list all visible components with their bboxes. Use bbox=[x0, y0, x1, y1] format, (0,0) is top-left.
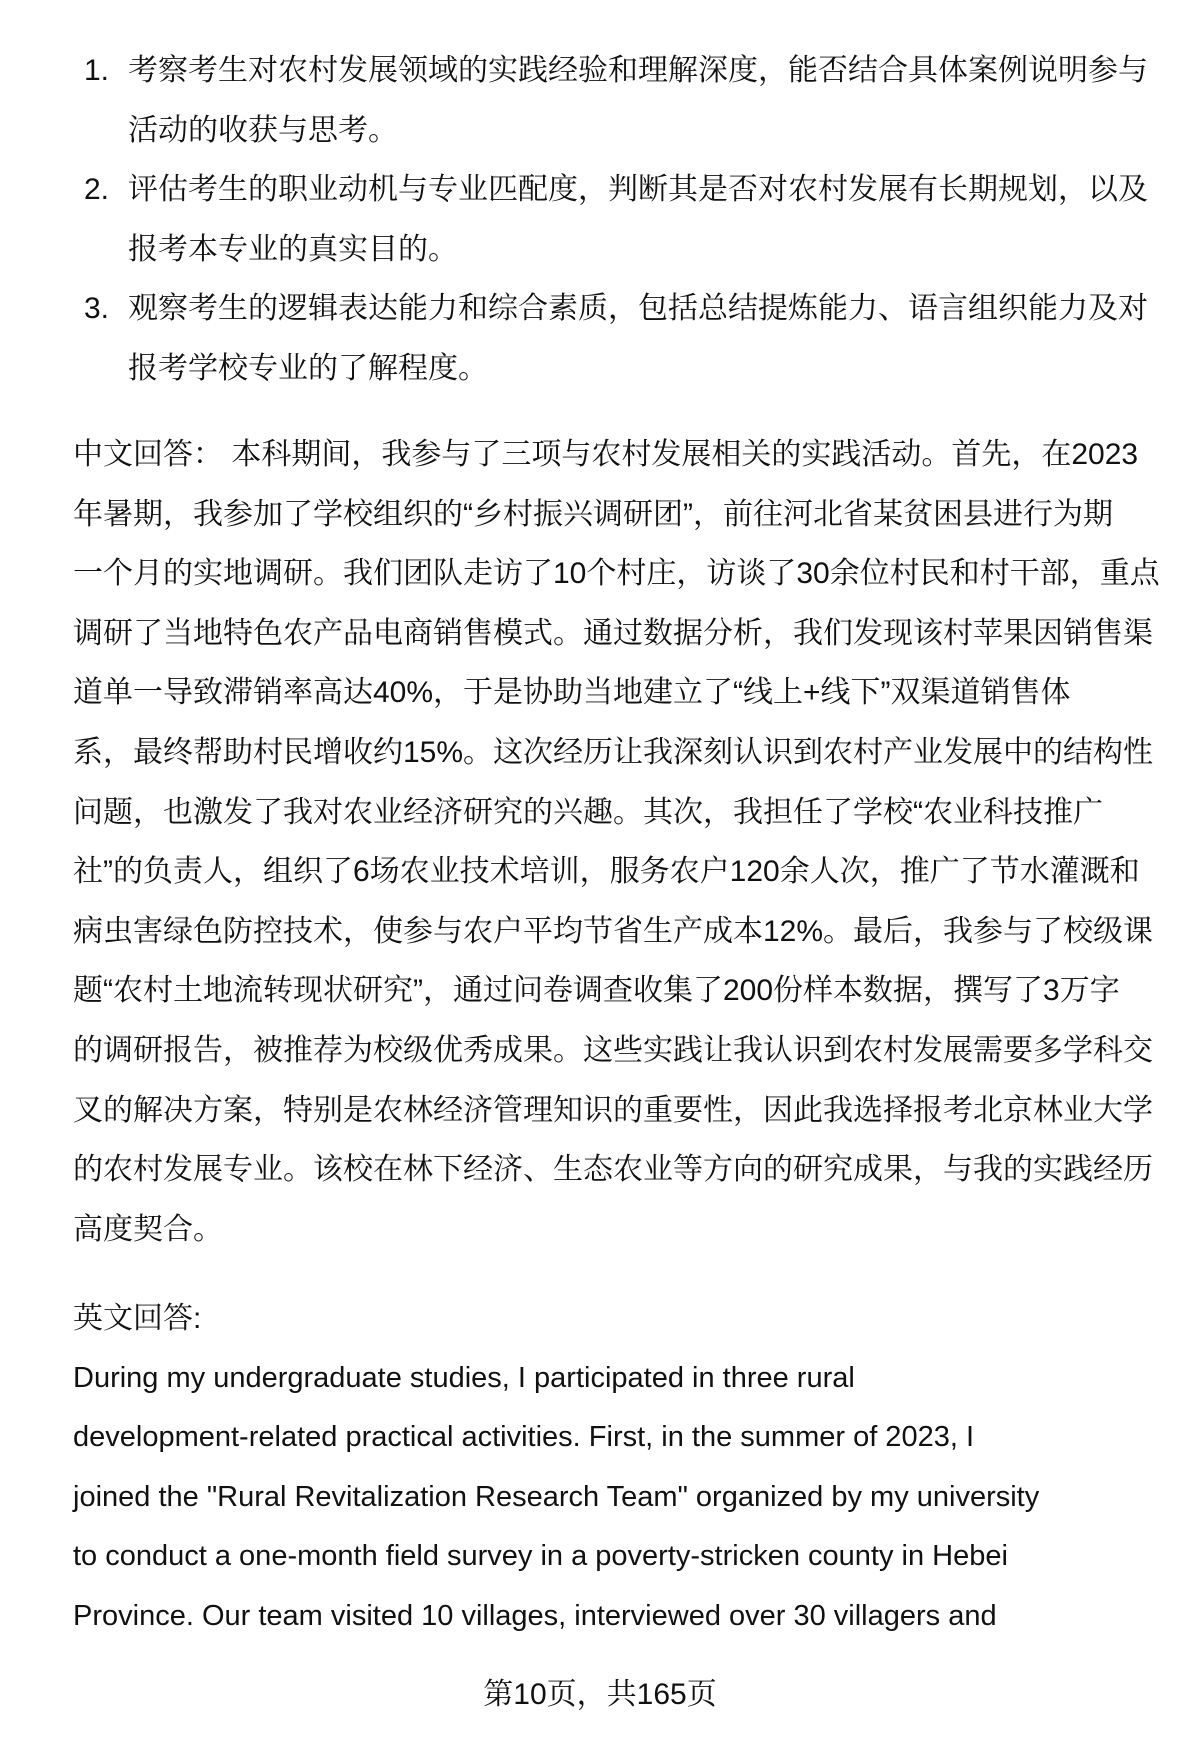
paragraph-line: 的农村发展专业。该校在林下经济、生态农业等方向的研究成果，与我的实践经历 bbox=[73, 1153, 1153, 1187]
paragraph-line: 问题，也激发了我对农业经济研究的兴趣。其次，我担任了学校“农业科技推广 bbox=[73, 795, 1103, 829]
paragraph-line: 高度契合。 bbox=[73, 1212, 223, 1246]
chinese-answer bbox=[73, 425, 1200, 1259]
list-text-line: 报考学校专业的了解程度。 bbox=[128, 351, 488, 385]
list-text-line: 报考本专业的真实目的。 bbox=[128, 232, 458, 266]
list-text-line: 活动的收获与思考。 bbox=[128, 113, 398, 147]
paragraph-line: 年暑期，我参加了学校组织的“乡村振兴调研团”，前往河北省某贫困县进行为期 bbox=[73, 497, 1113, 531]
list-text-line: 观察考生的逻辑表达能力和综合素质，包括总结提炼能力、语言组织能力及对 bbox=[128, 292, 1148, 326]
criteria-list bbox=[0, 41, 1200, 399]
paragraph-line: 中文回答： 本科期间，我参与了三项与农村发展相关的实践活动。首先，在2023 bbox=[73, 438, 1139, 471]
paragraph-line: 社”的负责人，组织了6场农业技术培训，服务农户120余人次，推广了节水灌溉和 bbox=[73, 855, 1140, 889]
paragraph-line: Province. Our team visited 10 villages, interviewed over 30 villagers and bbox=[73, 1599, 997, 1632]
list-number: 1. bbox=[84, 54, 110, 87]
paragraph-line: joined the "Rural Revitalization Research Team" organized by my university bbox=[73, 1480, 1040, 1513]
paragraph-line: 的调研报告，被推荐为校级优秀成果。这些实践让我认识到农村发展需要多学科交 bbox=[73, 1033, 1153, 1067]
paragraph-line: 调研了当地特色农产品电商销售模式。通过数据分析，我们发现该村苹果因销售渠 bbox=[73, 616, 1153, 650]
paragraph-line: 叉的解决方案，特别是农林经济管理知识的重要性，因此我选择报考北京林业大学 bbox=[73, 1093, 1153, 1127]
page-indicator: 第10页，共165页 bbox=[483, 1678, 717, 1711]
english-answer-label: 英文回答: bbox=[73, 1302, 202, 1335]
list-item bbox=[0, 41, 1200, 160]
paragraph-line: 一个月的实地调研。我们团队走访了10个村庄，访谈了30余位村民和村干部，重点 bbox=[73, 557, 1160, 591]
paragraph-line: to conduct a one-month field survey in a poverty-stricken county in Hebei bbox=[73, 1540, 1008, 1573]
paragraph-line: development-related practical activities. First, in the summer of 2023, I bbox=[73, 1421, 974, 1454]
list-item bbox=[0, 160, 1200, 279]
paragraph-line: 系，最终帮助村民增收约15%。这次经历让我深刻认识到农村产业发展中的结构性 bbox=[73, 735, 1154, 769]
paragraph-line: 道单一导致滞销率高达40%，于是协助当地建立了“线上+线下”双渠道销售体 bbox=[73, 676, 1071, 710]
list-item bbox=[0, 279, 1200, 398]
list-number: 2. bbox=[84, 173, 110, 207]
paragraph-line: During my undergraduate studies, I participated in three rural bbox=[73, 1361, 855, 1394]
list-number: 3. bbox=[84, 292, 110, 326]
list-text-line: 考察考生对农村发展领域的实践经验和理解深度，能否结合具体案例说明参与 bbox=[128, 54, 1148, 87]
english-answer bbox=[73, 1289, 1200, 1647]
list-text-line: 评估考生的职业动机与专业匹配度，判断其是否对农村发展有长期规划，以及 bbox=[128, 173, 1148, 207]
paragraph-line: 题“农村土地流转现状研究”，通过问卷调查收集了200份样本数据，撰写了3万字 bbox=[73, 974, 1120, 1008]
paragraph-line: 病虫害绿色防控技术，使参与农户平均节省生产成本12%。最后，我参与了校级课 bbox=[73, 914, 1154, 948]
